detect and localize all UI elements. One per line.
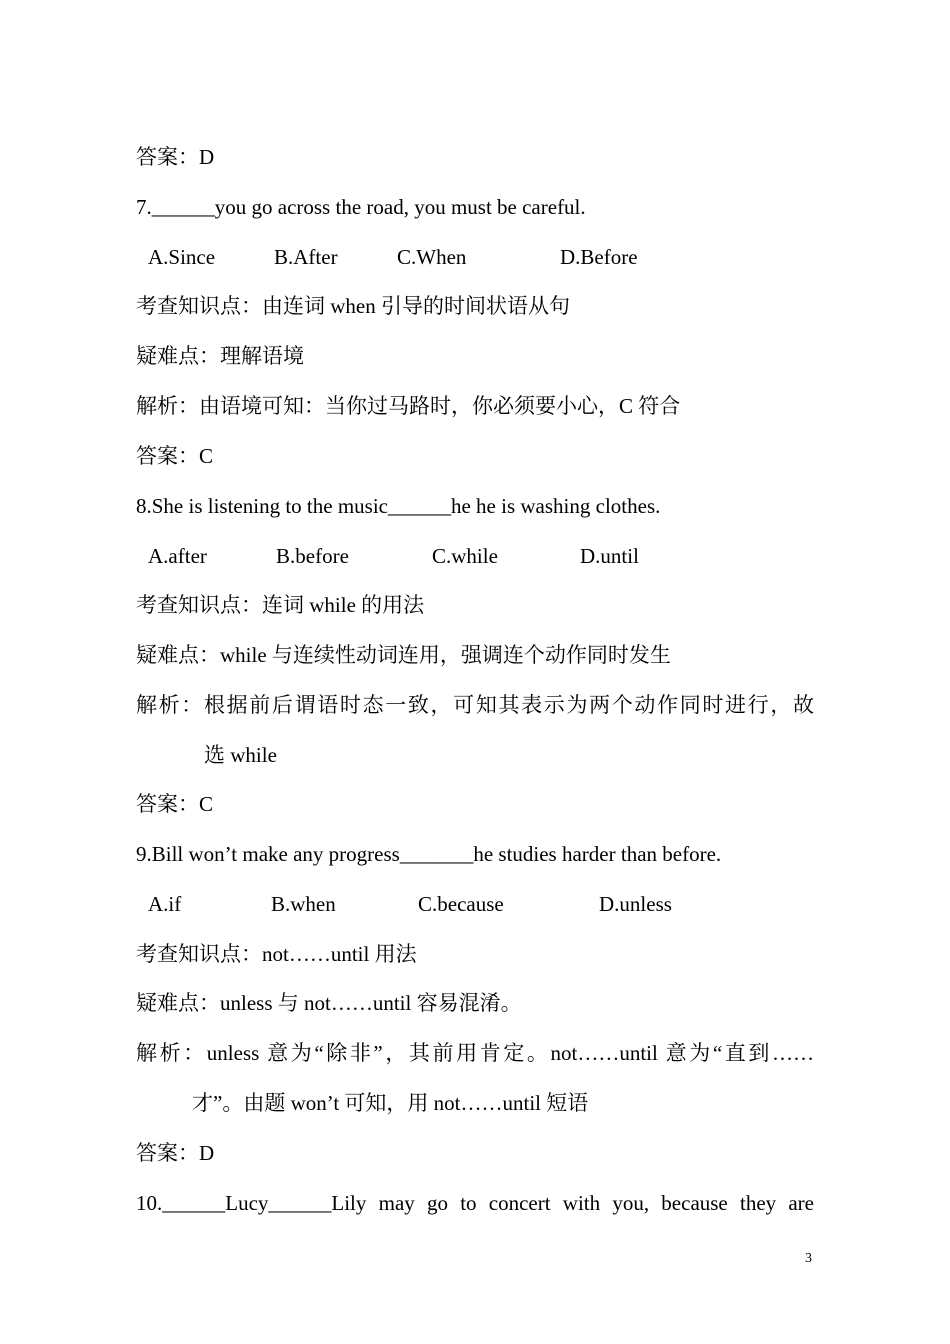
question-8-analysis: 解析：根据前后谓语时态一致，可知其表示为两个动作同时进行，故 — [136, 693, 814, 717]
answer-6: 答案：D — [136, 145, 215, 169]
option-d: D.unless — [599, 892, 672, 916]
question-8-difficulty: 疑难点：while 与连续性动词连用，强调连个动作同时发生 — [136, 643, 671, 667]
option-c: C.while — [432, 544, 498, 568]
question-9-knowledge: 考查知识点：not……until 用法 — [136, 942, 417, 966]
option-a: A.Since — [148, 245, 216, 269]
option-a: A.after — [148, 544, 207, 568]
option-c: C.because — [418, 892, 504, 916]
question-9-difficulty: 疑难点：unless 与 not……until 容易混淆。 — [136, 991, 522, 1015]
question-8: 8.She is listening to the music______he he is washing clothes. — [136, 494, 661, 518]
question-7-difficulty: 疑难点：理解语境 — [136, 344, 304, 368]
question-7-knowledge: 考查知识点：由连词 when 引导的时间状语从句 — [136, 294, 570, 318]
question-8-analysis-continued: 选 while — [204, 743, 277, 767]
question-9: 9.Bill won’t make any progress_______he studies harder than before. — [136, 842, 722, 866]
question-10: 10.______Lucy______Lily may go to concert with you, because they are — [136, 1191, 814, 1215]
option-d: D.Before — [560, 245, 638, 269]
answer-8: 答案：C — [136, 792, 214, 816]
option-d: D.until — [580, 544, 639, 568]
option-b: B.After — [274, 245, 338, 269]
answer-7: 答案：C — [136, 444, 214, 468]
option-b: B.when — [271, 892, 336, 916]
question-7-analysis: 解析：由语境可知：当你过马路时，你必须要小心，C 符合 — [136, 394, 681, 418]
option-b: B.before — [276, 544, 349, 568]
question-7: 7.______you go across the road, you must be careful. — [136, 195, 586, 219]
page-number: 3 — [805, 1251, 812, 1266]
question-8-knowledge: 考查知识点：连词 while 的用法 — [136, 593, 425, 617]
option-a: A.if — [148, 892, 182, 916]
answer-9: 答案：D — [136, 1141, 215, 1165]
option-c: C.When — [397, 245, 467, 269]
question-9-analysis: 解析：unless 意为“除非”，其前用肯定。not……until 意为“直到…… — [136, 1041, 814, 1065]
question-9-analysis-continued: 才”。由题 won’t 可知，用 not……until 短语 — [192, 1091, 589, 1115]
